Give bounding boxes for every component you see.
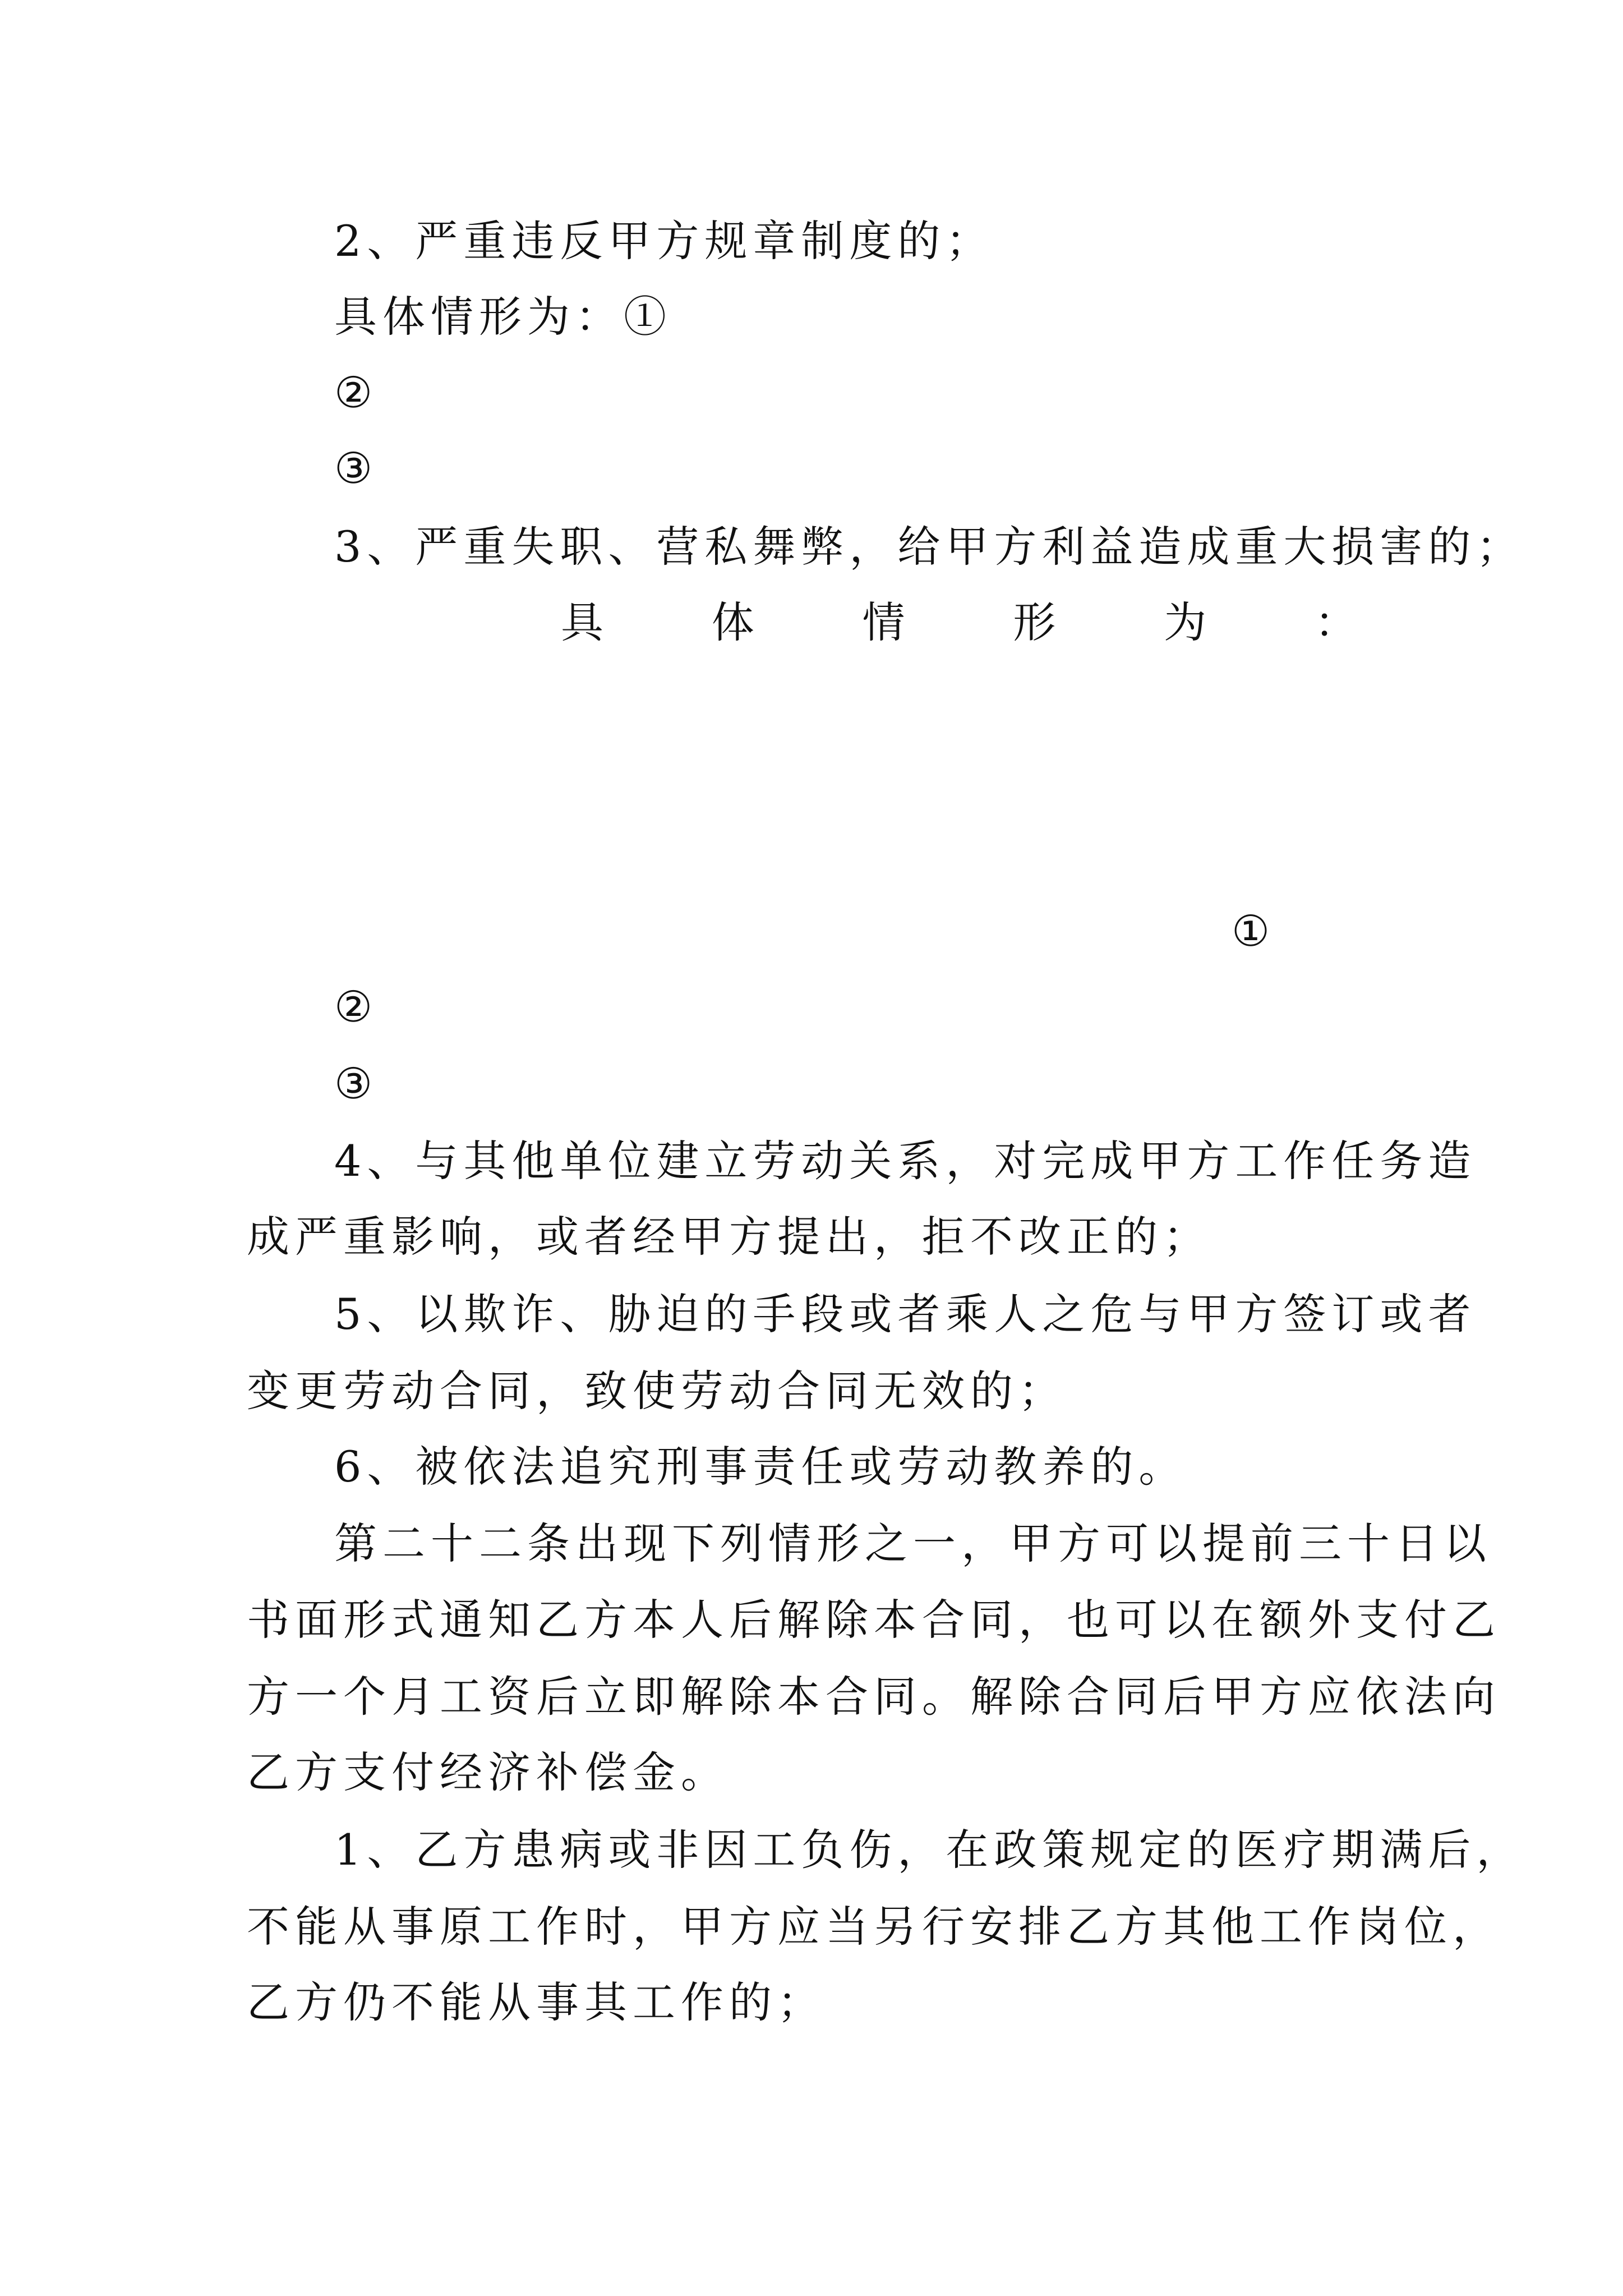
article-22-line-2: 书面形式通知乙方本人后解除本合同，也可以在额外支付乙 (247, 1595, 1501, 1645)
article-22-line-4: 乙方支付经济补偿金。 (247, 1747, 729, 1797)
clause-2-detail-1: 具体情形为：① (334, 292, 672, 342)
clause-4-line-2: 成严重影响，或者经甲方提出，拒不改正的； (247, 1212, 1211, 1262)
spread-char: 为 (1164, 597, 1207, 647)
clause-5-line-1: 5、以欺诈、胁迫的手段或者乘人之危与甲方签订或者 (334, 1289, 1477, 1339)
clause-3-detail-1: ① (1232, 906, 1276, 956)
spread-char: 形 (1013, 597, 1056, 647)
spread-char: 体 (711, 597, 754, 647)
article-22-item-1-line-3: 乙方仍不能从事其工作的； (247, 1977, 826, 2027)
clause-2-heading: 2、严重违反甲方规章制度的； (334, 216, 994, 266)
article-22-item-1-line-1: 1、乙方患病或非因工负伤，在政策规定的医疗期满后， (334, 1825, 1525, 1875)
article-22-line-3: 方一个月工资后立即解除本合同。解除合同后甲方应依法向 (247, 1672, 1501, 1722)
article-22-line-1: 第二十二条出现下列情形之一，甲方可以提前三十日以 (334, 1519, 1492, 1568)
clause-2-detail-3: ③ (334, 443, 379, 493)
spread-char: 具 (561, 597, 603, 647)
clause-2-detail-2: ② (334, 367, 379, 417)
clause-3-heading: 3、严重失职、营私舞弊，给甲方利益造成重大损害的； (334, 522, 1525, 572)
clause-3-detail-label (561, 595, 1357, 651)
spread-char: 情 (862, 597, 905, 647)
article-22-item-1-line-2: 不能从事原工作时，甲方应当另行安排乙方其他工作岗位， (247, 1902, 1501, 1952)
spread-char: ： (1314, 597, 1357, 647)
clause-4-line-1: 4、与其他单位建立劳动关系，对完成甲方工作任务造 (334, 1136, 1477, 1186)
clause-3-detail-2: ② (334, 982, 379, 1032)
clause-6: 6、被依法追究刑事责任或劳动教养的。 (334, 1442, 1187, 1492)
clause-5-line-2: 变更劳动合同，致使劳动合同无效的； (247, 1366, 1067, 1416)
clause-3-detail-3: ③ (334, 1059, 379, 1108)
